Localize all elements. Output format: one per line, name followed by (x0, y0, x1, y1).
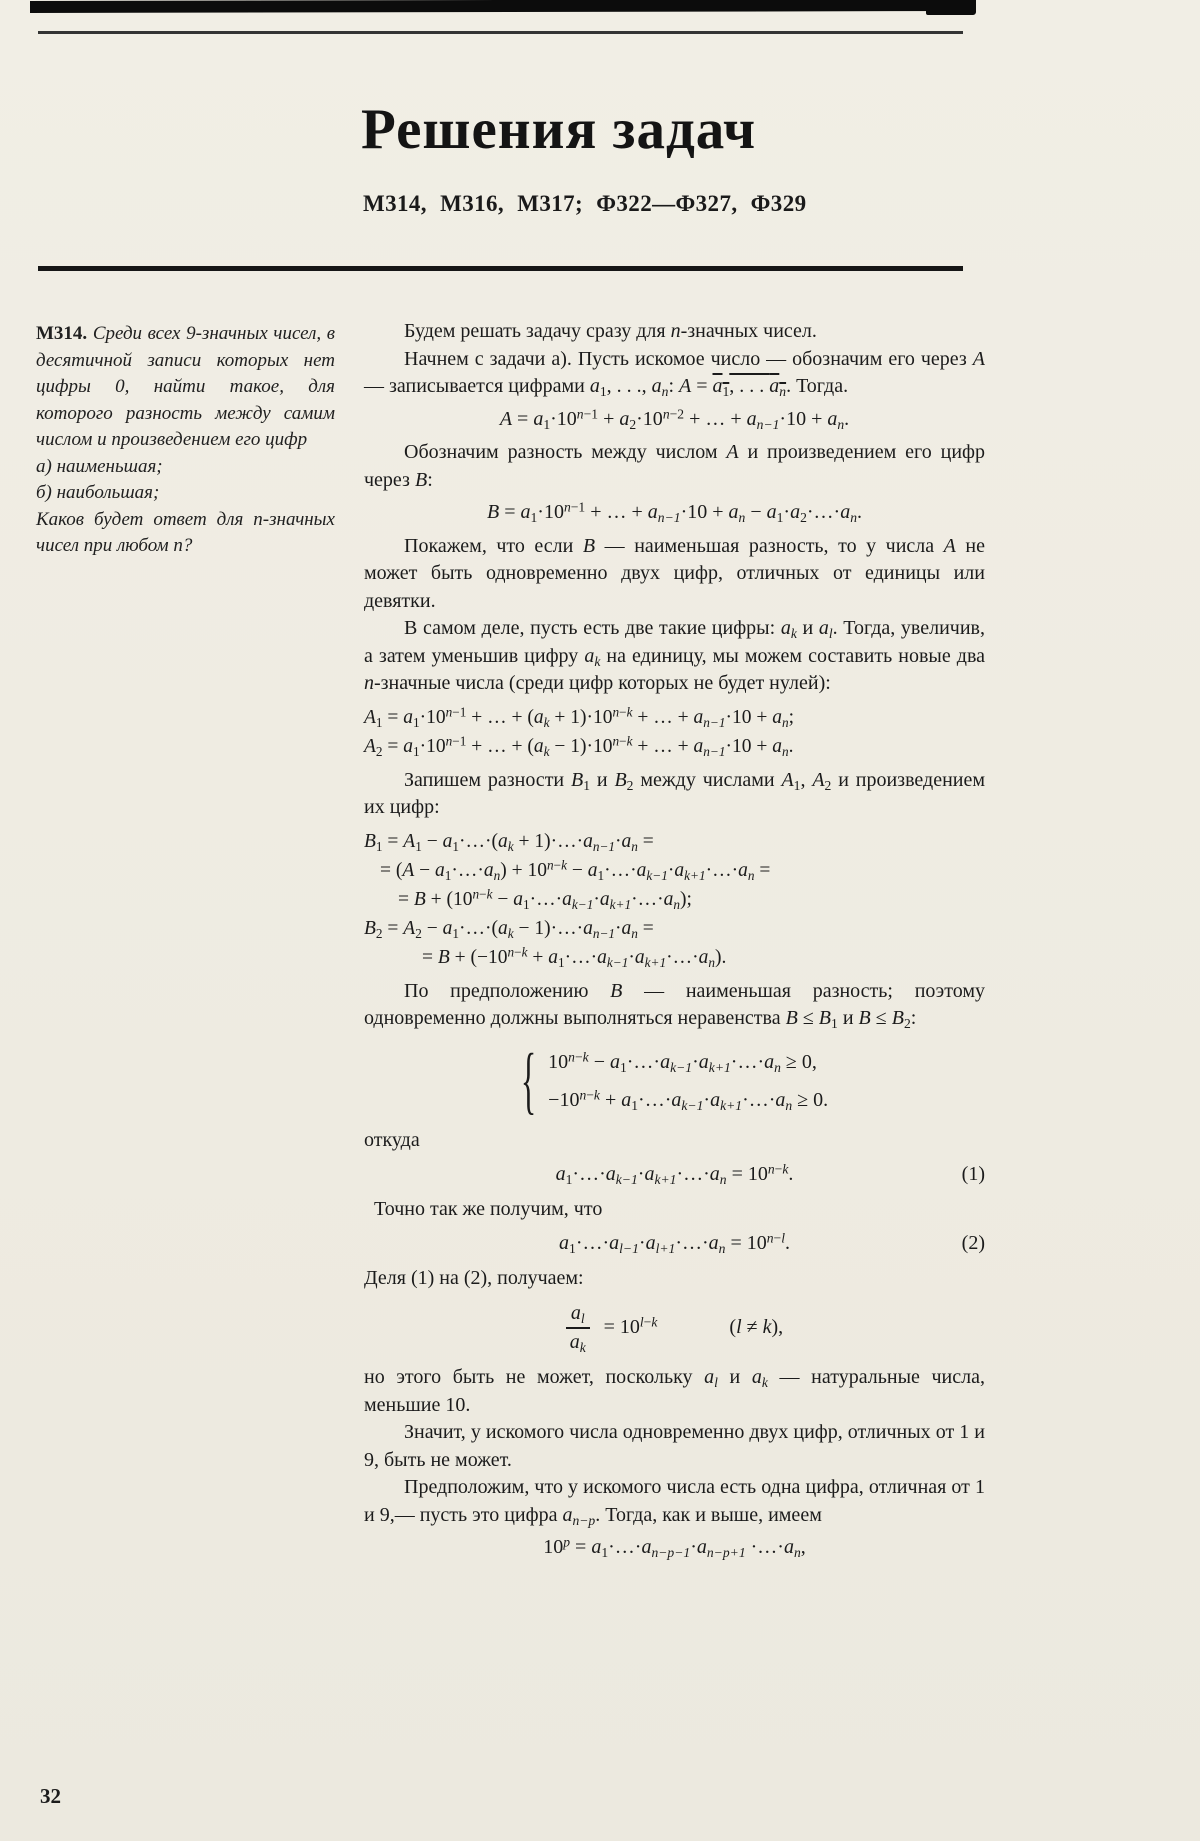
formula-line: $A_1 = a_1\cdot 10^{n-1}$ + … + $(a_k + 1)\cdot 10^{n-k}$ + … + $a_{n-1}\cdot 10 + a_n$; (364, 704, 795, 730)
fraction-rhs: = $10^{l-k}$ (603, 1314, 658, 1339)
formula-line: $-10^{n-k}$ + $a_1\cdot\dots\cdot a_{k-1}\cdot a_{k+1}\cdot\dots\cdot a_n \ge 0$. (548, 1086, 829, 1113)
paragraph: Предположим, что у искомого числа есть одна цифра, отличная от 1 и 9,— пусть это цифра $a_{n-p}$. Тогда, как и выше, имеем (364, 1476, 985, 1528)
formula-B-definition: $B = a_1\cdot 10^{n-1}$ + … + $a_{n-1}\cdot 10 + a_n$ − $a_1\cdot a_2\cdot\dots\cdot a_n$. (487, 499, 862, 526)
formula-B1-B2 (364, 827, 985, 972)
formula-line: $A_2 = a_1\cdot 10^{n-1}$ + … + $(a_k - 1)\cdot 10^{n-k}$ + … + $a_{n-1}\cdot 10 + a_n$. (364, 733, 794, 759)
formula-line: $B_1 = A_1$ − $a_1\cdot\dots\cdot(a_k$ + $1)\cdot\dots\cdot a_{n-1}\cdot a_n$ = (364, 830, 654, 854)
equation-number: (1) (961, 1163, 985, 1185)
solution-column (364, 318, 985, 1568)
paragraph: Начнем с задачи а). Пусть искомое число — обозначим его через A — записывается цифрами $a_1$, . . ., $a_n$: $A = a_1$, . . . $a_n$. Тогда. (364, 347, 985, 400)
scan-edge-bar (30, 0, 970, 13)
header-divider-rule (38, 266, 963, 271)
fraction-condition: (l ≠ k), (729, 1316, 784, 1339)
problem-question: Каков будет ответ для n-значных чисел при любом n? (36, 508, 335, 556)
problem-statement (36, 321, 335, 560)
paragraph: В самом деле, пусть есть две такие цифры: $a_k$ и $a_l$. Тогда, увеличив, а затем уменьшив цифру $a_k$ на единицу, мы можем составить новые два n-значные числа (среди цифр которых не будет нулей): (364, 617, 985, 694)
paragraph: Будем решать задачу сразу для n-значных чисел. (404, 320, 817, 342)
paragraph: Покажем, что если B — наименьшая разность, то у числа A не может быть одновременно двух цифр, отличных от единицы или девятки. (364, 534, 986, 612)
formula-A-expansion: $A = a_1\cdot 10^{n-1} + a_2\cdot 10^{n-2}$ + … + $a_{n-1}\cdot 10 + a_n$. (499, 405, 850, 432)
problem-item-a: а) наименьшая; (36, 455, 163, 477)
paragraph: Значит, у искомого числа одновременно двух цифр, отличных от 1 и 9, быть не может. (364, 1421, 985, 1471)
page-subtitle: М314, М316, М317; Ф322—Ф327, Ф329 (363, 191, 807, 216)
fraction-equation (364, 1301, 985, 1355)
formula-line: = $(A - a_1\cdot\dots\cdot a_n) + 10^{n-k}$ − $a_1\cdot\dots\cdot a_{k-1}\cdot a_{k+1}\cdot\dots\cdot a_n$ = (380, 857, 771, 883)
paragraph: Запишем разности $B_1$ и $B_2$ между числами $A_1$, $A_2$ и произведением их цифр: (364, 768, 986, 818)
formula-A1-A2 (364, 703, 985, 761)
paragraph: откуда (364, 1128, 420, 1151)
paragraph: но этого быть не может, поскольку $a_l$ и $a_k$ — натуральные числа, меньшие 10. (364, 1366, 985, 1416)
inequality-system (364, 1036, 985, 1122)
problem-body: Среди всех 9-значных чисел, в десятичной записи которых нет цифры 0, найти такое, для которого разность между самим числом и произведением его цифр (36, 323, 336, 450)
fraction-numerator: $a_l$ (566, 1301, 590, 1329)
scan-edge-blob (926, 0, 976, 15)
system-brace-icon: { (520, 1036, 537, 1122)
formula: $a_1\cdot\dots\cdot a_{k-1}\cdot a_{k+1}\cdot\dots\cdot a_n = 10^{n-k}$. (555, 1161, 794, 1188)
formula: $a_1\cdot\dots\cdot a_{l-1}\cdot a_{l+1}\cdot\dots\cdot a_n = 10^{n-l}$. (559, 1230, 790, 1257)
page-title: Решения задач (361, 98, 757, 161)
fraction (566, 1301, 590, 1355)
paragraph: Обозначим разность между числом A и произведением его цифр через B: (364, 441, 985, 491)
equation-1 (364, 1161, 985, 1189)
paragraph: Точно так же получим, что (374, 1197, 603, 1220)
paragraph: По предположению B — наименьшая разность; поэтому одновременно должны выполняться неравенства $B \le B_1$ и $B \le B_2$: (364, 979, 985, 1032)
formula-line: = $B + (-10^{n-k}$ + $a_1\cdot\dots\cdot a_{k-1}\cdot a_{k+1}\cdot\dots\cdot a_n$). (422, 944, 727, 970)
problem-label: М314. (36, 323, 88, 344)
formula-line: $B_2 = A_2$ − $a_1\cdot\dots\cdot(a_k$ − $1)\cdot\dots\cdot a_{n-1}\cdot a_n$ = (364, 917, 654, 941)
top-rule (38, 31, 963, 34)
problem-item-b: б) наибольшая; (36, 482, 160, 503)
formula-final: $10^p$ = $a_1\cdot\dots\cdot a_{n-p-1}\cdot a_{n-p+1}$ $\cdot\dots\cdot a_n$, (543, 1534, 806, 1561)
paragraph: Деля (1) на (2), получаем: (364, 1266, 584, 1289)
formula-line: = $B + (10^{n-k}$ − $a_1\cdot\dots\cdot a_{k-1}\cdot a_{k+1}\cdot\dots\cdot a_n$); (398, 886, 692, 912)
page-number: 32 (40, 1784, 61, 1808)
fraction-denominator: $a_k$ (569, 1331, 586, 1356)
formula-line: $10^{n-k}$ − $a_1\cdot\dots\cdot a_{k-1}\cdot a_{k+1}\cdot\dots\cdot a_n \ge 0$, (548, 1048, 817, 1075)
equation-2 (364, 1230, 985, 1258)
equation-number: (2) (961, 1232, 985, 1254)
problem-text (36, 321, 335, 454)
system-lines (548, 1043, 828, 1119)
